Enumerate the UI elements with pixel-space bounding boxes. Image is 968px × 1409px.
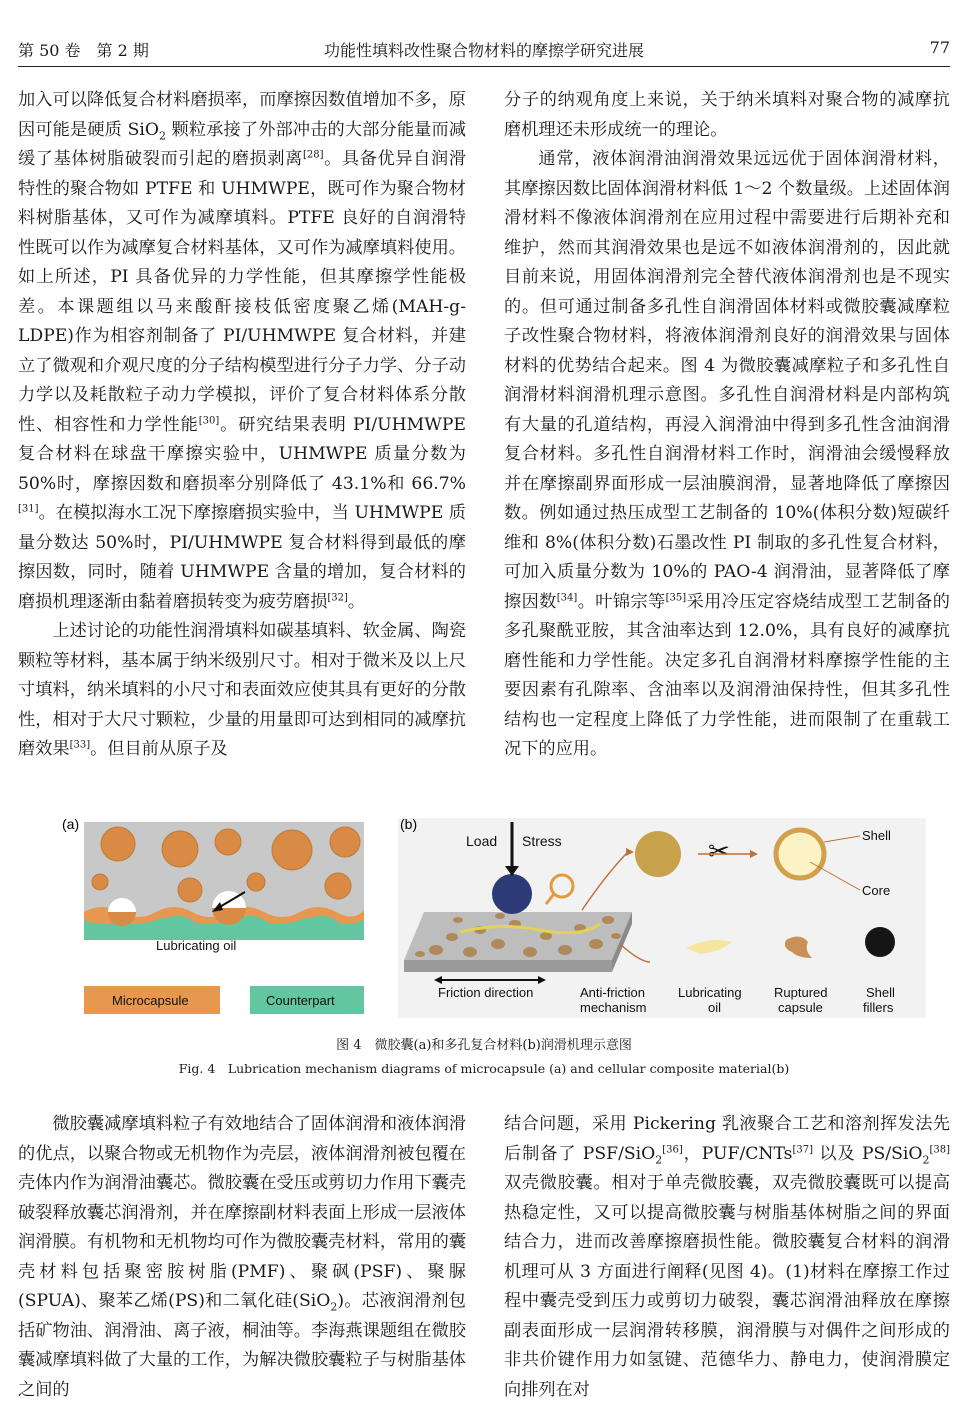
legend-anti-friction-line1: Anti-friction — [580, 985, 646, 1000]
legend-counterpart-label: Counterpart — [266, 993, 335, 1008]
porous-slab-front — [404, 960, 612, 972]
body-column-left-bottom — [18, 1110, 466, 1405]
body-column-left-top — [18, 86, 466, 765]
lubricating-oil-label: Lubricating oil — [156, 938, 237, 953]
scissors-icon: ✂ — [708, 836, 730, 866]
shell-label: Shell — [862, 828, 891, 843]
panel-a — [62, 816, 364, 1014]
friction-direction-label: Friction direction — [438, 985, 534, 1000]
panel-a-tag: (a) — [62, 816, 80, 832]
running-header — [18, 38, 950, 62]
figure-caption-cn: 图 4 微胶囊(a)和多孔复合材料(b)润滑机理示意图 — [336, 1038, 632, 1053]
paragraph: 结合问题，采用 Pickering 乳液聚合工艺和溶剂挥发法先后制备了 PSF/SiO$_2$[36]，PUF/CNTs[37] 以及 PS/SiO$_2$[38]双壳微胶囊。相对于单壳微胶囊，双壳微胶囊既可以提高热稳定性，又可以提高微胶囊与树脂基体树脂之间的界面结合力，进而改善摩擦磨损性能。微胶囊复合材料的润滑机理可从 3 方面进行阐释(见图 4)。(1)材料在摩擦工作过程中囊壳受到压力或剪切力破裂，囊芯润滑油释放在摩擦副表面形成一层润滑转移膜，润滑膜与对偶件之间形成的非共价键作用力如氢键、范德华力、静电力，使润滑膜定向排列在对 — [504, 1114, 951, 1400]
journal-volume-issue: 第 50 卷 第 2 期 — [18, 41, 149, 60]
shell-core-capsule — [776, 830, 824, 878]
legend-lubricating-oil-line1: Lubricating — [678, 985, 742, 1000]
panel-b-tag: (b) — [400, 816, 418, 832]
core-label: Core — [862, 883, 891, 898]
figure-4 — [60, 812, 930, 1022]
paragraph: 上述讨论的功能性润滑填料如碳基填料、软金属、陶瓷颗粒等材料，基本属于纳米级别尺寸。相对于微米及以上尺寸填料，纳米填料的小尺寸和表面效应使其具有更好的分散性，相对于大尺寸颗粒，少量的用量即可达到相同的减摩抗磨效果[33]。但目前从原子及 — [18, 621, 466, 759]
body-column-right-top — [504, 86, 950, 765]
shell-filler-swatch — [865, 927, 895, 957]
page-number: 77 — [929, 38, 950, 57]
stress-label: Stress — [522, 833, 562, 849]
body-column-right-bottom — [504, 1110, 950, 1405]
microcapsule-large — [635, 831, 681, 877]
paragraph: 加入可以降低复合材料磨损率，而摩擦因数值增加不多，原因可能是硬质 SiO$_2$ 颗粒承接了外部冲击的大部分能量而减缓了基体树脂破裂而引起的磨损剥离[28]。具备优异自润滑特性的聚合物如 PTFE 和 UHMWPE，既可作为聚合物材料树脂基体，又可作为减摩填料。PTFE 良好的自润滑特性既可以作为减摩复合材料基体，又可作为减摩填料使用。如上所述，PI 具备优异的力学性能，但其摩擦学性能极差。本课题组以马来酸酐接枝低密度聚乙烯(MAH-g-LDPE)作为相容剂制备了 PI/UHMWPE 复合材料，并建立了微观和介观尺度的分子结构模型进行分子力学、分子动力学以及耗散粒子动力学模拟，评价了复合材料体系分散性、相容性和力学性能[30]。研究结果表明 PI/UHMWPE 复合材料在球盘干摩擦实验中，UHMWPE 质量分数为 50%时，摩擦因数和磨损率分别降低了 43.1%和 66.7%[31]。在模拟海水工况下摩擦磨损实验中，当 UHMWPE 质量分数达 50%时，PI/UHMWPE 复合材料得到最低的摩擦因数，同时，随着 UHMWPE 含量的增加，复合材料的磨损机理逐渐由黏着磨损转变为疲劳磨损[32]。 — [18, 90, 467, 612]
paragraph: 微胶囊减摩填料粒子有效地结合了固体润滑和液体润滑的优点，以聚合物或无机物作为壳层，液体润滑剂被包覆在壳体内作为润滑油囊芯。微胶囊在受压或剪切力作用下囊壳破裂释放囊芯润滑剂，并在摩擦副材料表面上形成一层液体润滑膜。有机物和无机物均可作为微胶囊壳材料，常用的囊壳材料包括聚密胺树脂(PMF)、聚砜(PSF)、聚脲(SPUA)、聚苯乙烯(PS)和二氧化硅(SiO$_2$)。芯液润滑剂包括矿物油、润滑油、离子液，桐油等。李海燕课题组在微胶囊减摩填料做了大量的工作，为解决微胶囊粒子与树脂基体之间的 — [18, 1114, 466, 1400]
legend-shell-fillers-line1: Shell — [866, 985, 895, 1000]
paragraph: 通常，液体润滑油润滑效果远远优于固体润滑材料，其摩擦因数比固体润滑材料低 1～2 个数量级。上述固体润滑材料不像液体润滑剂在应用过程中需要进行后期补充和维护，然而其润滑效果也是远不如液体润滑剂的，因此就目前来说，用固体润滑剂完全替代液体润滑剂也是不现实的。但可通过制备多孔性自润滑固体材料或微胶囊减摩粒子改性聚合物材料，将液体润滑剂良好的润滑效果与固体材料的优势结合起来。图 4 为微胶囊减摩粒子和多孔性自润滑材料润滑机理示意图。多孔性自润滑材料是内部构筑有大量的孔道结构，再浸入润滑油中得到多孔性含油润滑复合材料。多孔性自润滑材料工作时，润滑油会缓慢释放并在摩擦副界面形成一层油膜润滑，显著地降低了摩擦因数。例如通过热压成型工艺制备的 10%(体积分数)短碳纤维和 8%(体积分数)石墨改性 PI 制取的多孔性复合材料，可加入质量分数为 10%的 PAO-4 润滑油，显著降低了摩擦因数[34]。叶锦宗等[35]采用冷压定容烧结成型工艺制备的多孔聚酰亚胺，其含油率达到 12.0%，具有良好的减摩抗磨性能和力学性能。决定多孔自润滑材料摩擦学性能的主要因素有孔隙率、含油率以及润滑油保持性，但其多孔性结构也一定程度上降低了力学性能，进而限制了在重载工况下的应用。 — [504, 149, 950, 759]
legend-microcapsule-label: Microcapsule — [112, 993, 189, 1008]
figure-caption-en: Fig. 4 Lubrication mechanism diagrams of microcapsule (a) and cellular composite material(b) — [178, 1061, 790, 1076]
panel-b — [398, 816, 926, 1018]
legend-shell-fillers-line2: fillers — [863, 1000, 894, 1015]
legend-lubricating-oil-line2: oil — [708, 1000, 722, 1015]
load-label: Load — [466, 833, 498, 849]
header-rule — [18, 66, 950, 67]
paragraph: 分子的纳观角度上来说，关于纳米填料对聚合物的减摩抗磨机理还未形成统一的理论。 — [504, 90, 950, 140]
legend-ruptured-capsule-line1: Ruptured — [774, 985, 828, 1000]
legend-ruptured-capsule-line2: capsule — [778, 1000, 823, 1015]
running-title: 功能性填料改性聚合物材料的摩擦学研究进展 — [323, 41, 644, 60]
legend-anti-friction-line2: mechanism — [580, 1000, 647, 1015]
steel-ball — [492, 874, 532, 914]
